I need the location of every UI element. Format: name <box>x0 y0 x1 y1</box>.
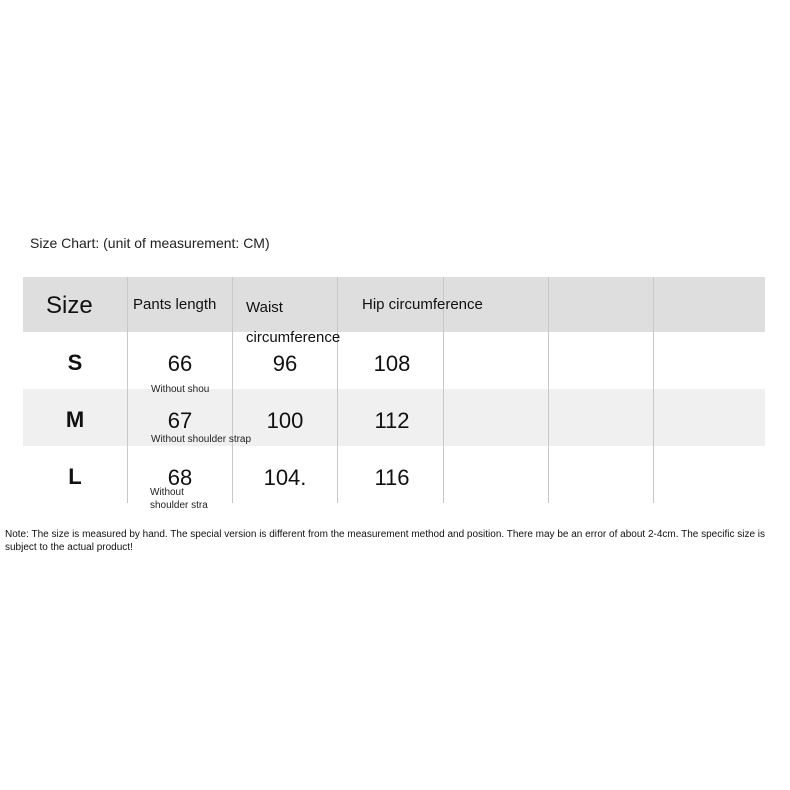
column-divider <box>548 277 549 503</box>
hip-l: 116 <box>374 465 410 490</box>
size-table <box>23 277 765 511</box>
size-label-m: M <box>65 407 85 432</box>
pants-note-l-line1: Without <box>150 487 184 498</box>
header-hip-circumference: Hip circumference <box>362 296 483 313</box>
size-label-l: L <box>68 464 82 489</box>
pants-note-l-line2: shoulder stra <box>150 500 208 511</box>
waist-s: 96 <box>272 351 298 376</box>
waist-l: 104. <box>263 465 307 490</box>
header-pants-length: Pants length <box>133 296 217 313</box>
size-label-s: S <box>67 350 83 375</box>
header-size: Size <box>46 292 93 319</box>
pants-length-m: 67 <box>167 408 193 433</box>
header-waist-circumference: circumference <box>246 329 341 346</box>
pants-length-l: 68 <box>167 465 193 490</box>
column-divider <box>337 277 338 503</box>
pants-note-s: Without shou <box>151 384 210 395</box>
pants-length-s: 66 <box>167 351 193 376</box>
header-waist: Waist <box>246 299 283 316</box>
size-chart-title: Size Chart: (unit of measurement: CM) <box>30 235 270 251</box>
column-divider <box>653 277 654 503</box>
hip-s: 108 <box>373 351 411 376</box>
waist-m: 100 <box>266 408 304 433</box>
hip-m: 112 <box>374 408 410 433</box>
pants-note-m: Without shoulder strap <box>151 434 252 445</box>
measurement-footnote: Note: The size is measured by hand. The special version is different from the measurement method and position. There may be an error of about 2-4cm. The specific size is subject to the actual product! <box>5 529 766 553</box>
